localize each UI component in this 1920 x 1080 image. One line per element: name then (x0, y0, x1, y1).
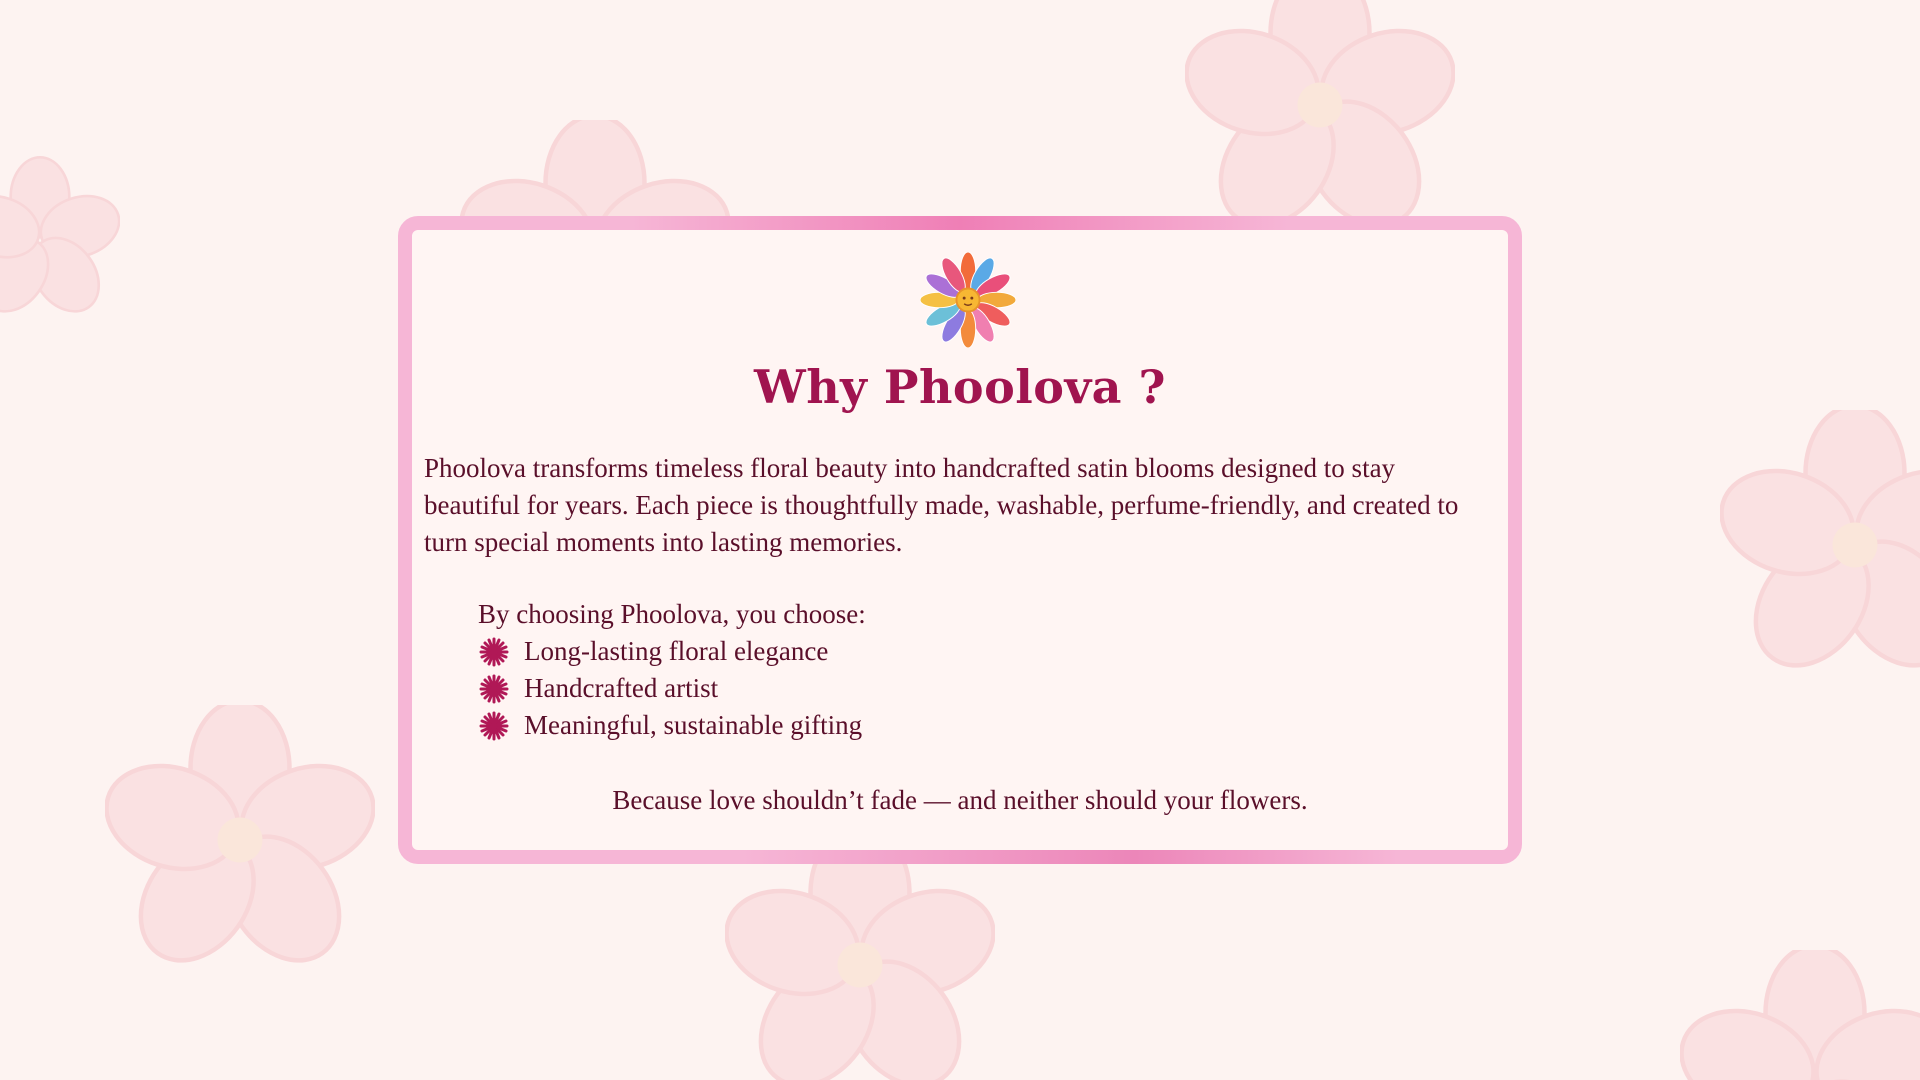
content-card (398, 216, 1522, 864)
background-flower-icon (725, 830, 995, 1080)
benefit-text: Handcrafted artist (524, 673, 719, 703)
multicolor-flower-icon (920, 252, 1016, 348)
benefits-list (478, 633, 862, 744)
list-item (478, 707, 862, 744)
benefit-text: Long-lasting floral elegance (524, 636, 829, 666)
intro-paragraph: Phoolova transforms timeless floral beauty into handcrafted satin blooms designed to stay beautiful for years. Each piece is thoughtfully made, washable, perfume-friendly, and created to turn special moments into lasting memories. (424, 453, 1459, 557)
background-flower-icon (105, 705, 375, 975)
tagline: Because love shouldn’t fade — and neither should your flowers. (612, 785, 1308, 815)
benefit-text: Meaningful, sustainable gifting (524, 710, 863, 740)
flower-bullet-icon (478, 710, 510, 742)
flower-bullet-icon (478, 673, 510, 705)
background-flower-icon (0, 120, 120, 360)
background-flower-icon (1185, 0, 1455, 240)
page-title: Why Phoolova ? (754, 360, 1166, 414)
benefits-heading: By choosing Phoolova, you choose: (478, 599, 866, 629)
background-flower-icon (1680, 950, 1920, 1080)
background-flower-icon (1720, 410, 1920, 680)
flower-bullet-icon (478, 636, 510, 668)
list-item (478, 633, 862, 670)
list-item (478, 670, 862, 707)
